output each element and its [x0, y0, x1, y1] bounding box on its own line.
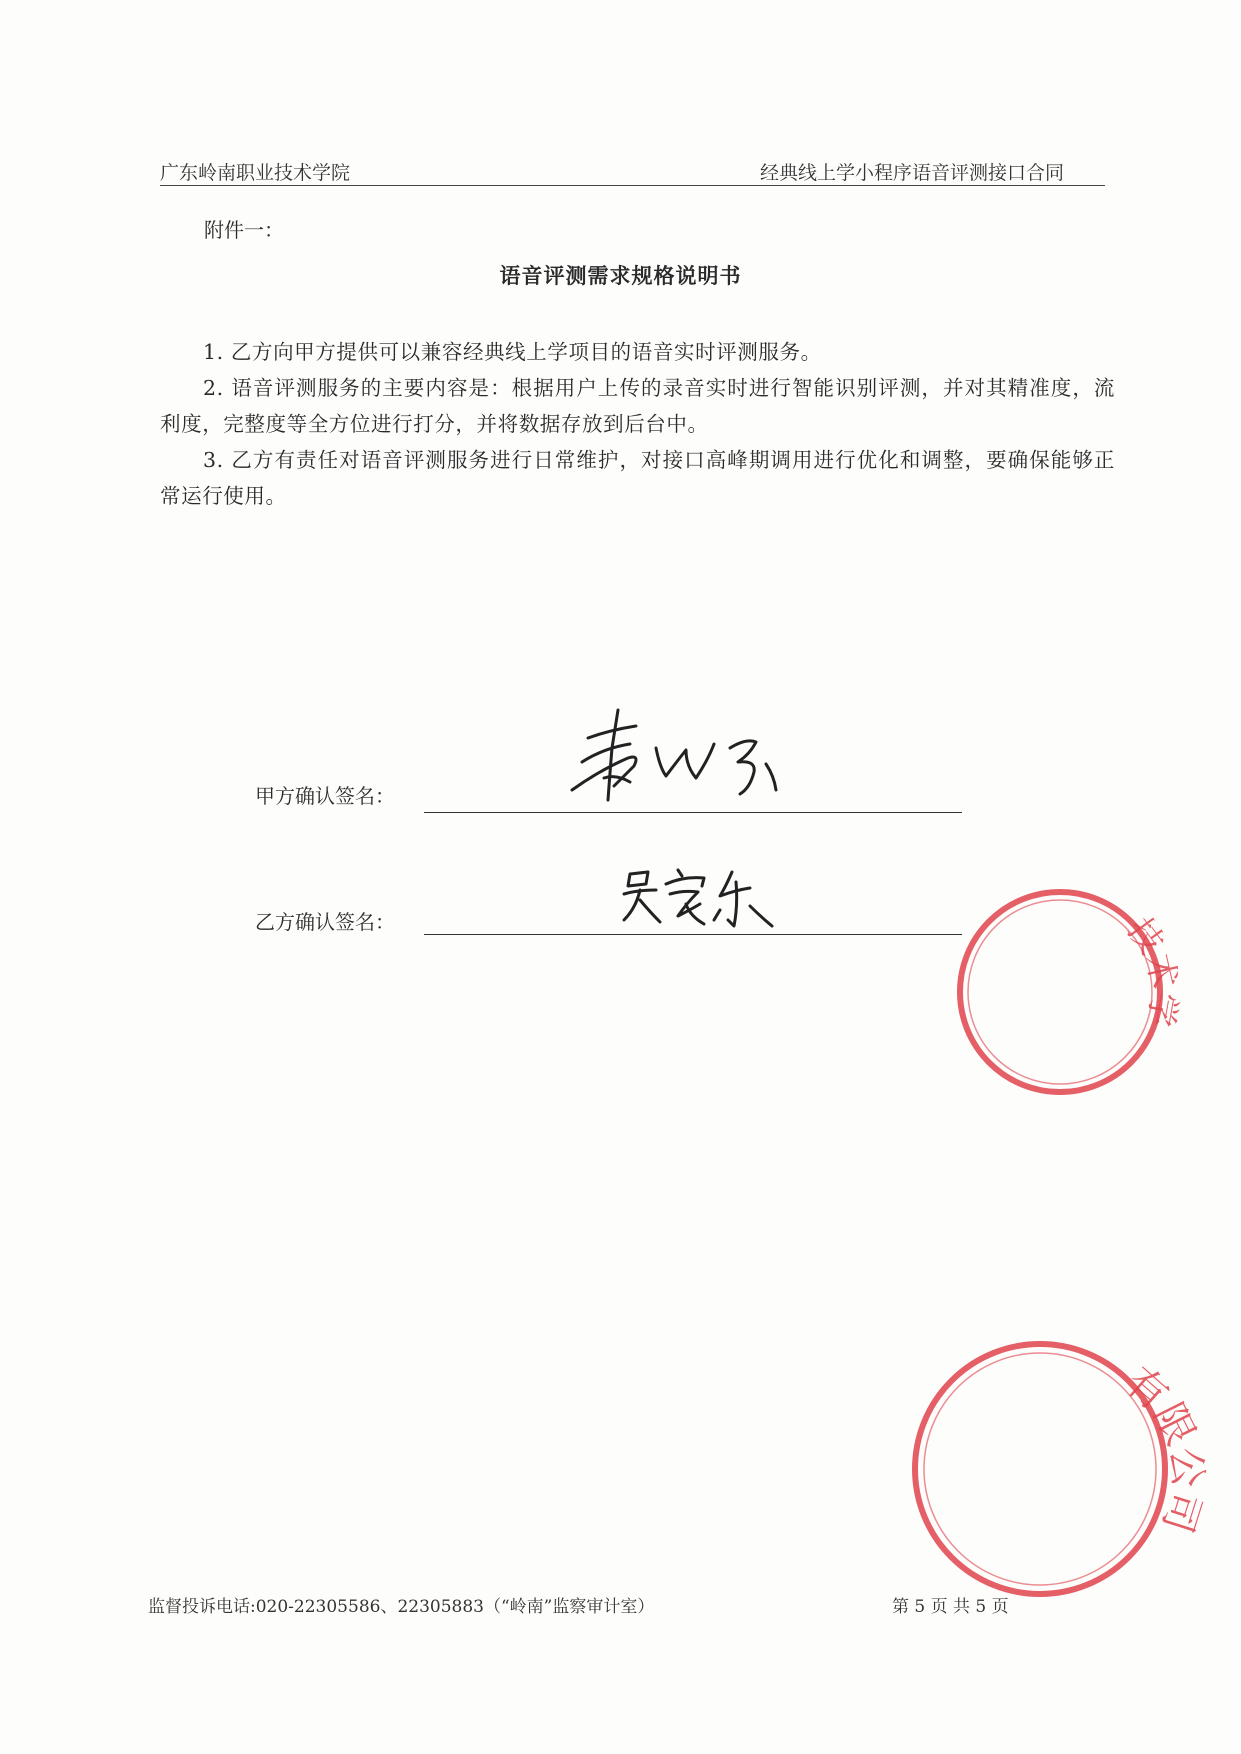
seal-bottom-text: 有限公司: [1116, 1358, 1211, 1538]
document-title: 语音评测需求规格说明书: [499, 263, 742, 288]
header-right: 经典线上学小程序语音评测接口合同: [760, 162, 1065, 184]
header-left: 广东岭南职业技术学院: [160, 162, 351, 184]
party-b-sign-label: 乙方确认签名：: [255, 910, 395, 934]
footer-hotline: 监督投诉电话:020-22305586、22305883（“岭南”监察审计室）: [148, 1597, 655, 1617]
annex-label: 附件一：: [204, 218, 284, 242]
party-a-sign-label: 甲方确认签名：: [255, 784, 395, 808]
party-b-signature: [620, 860, 800, 940]
company-seal-top: [1030, 870, 1241, 1100]
header-rule: [160, 185, 1105, 186]
paragraph-3: 3. 乙方有责任对语音评测服务进行日常维护，对接口高峰期调用进行优化和调整，要确保能够正常运行使用。: [160, 448, 1115, 508]
seal-top-text: 技术学: [1119, 910, 1185, 1030]
paragraph-2: 2. 语音评测服务的主要内容是：根据用户上传的录音实时进行智能识别评测，并对其精准度，流利度，完整度等全方位进行打分，并将数据存放到后台中。: [160, 376, 1115, 436]
company-seal-bottom: [1040, 1345, 1241, 1595]
footer-page-number: 第 5 页 共 5 页: [892, 1597, 1009, 1617]
body-text: [160, 334, 1115, 514]
paragraph-1: 1. 乙方向甲方提供可以兼容经典线上学项目的语音实时评测服务。: [203, 340, 822, 364]
party-a-signature: [570, 700, 800, 820]
